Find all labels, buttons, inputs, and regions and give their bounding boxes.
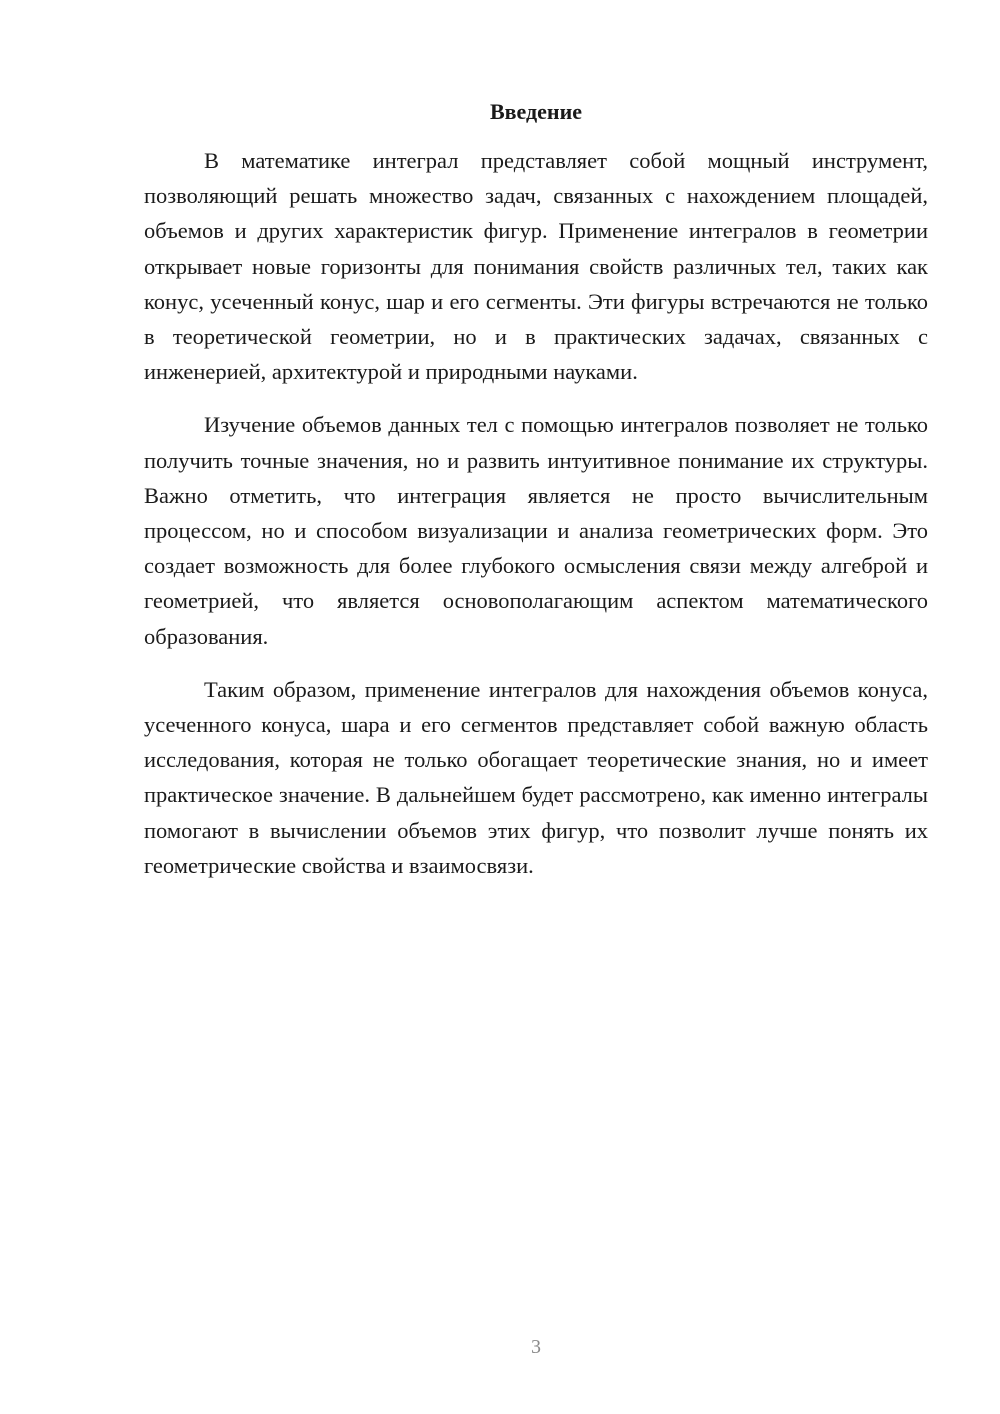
body-text xyxy=(144,143,928,883)
paragraph-2: Изучение объемов данных тел с помощью интегралов позволяет не только получить точные значения, но и развить интуитивное понимание их структуры. Важно отметить, что интеграция является не просто вычислительным процессом, но и способом визуализации и анализа геометрических форм. Это создает возможность для более глубокого осмысления связи между алгеброй и геометрией, что является основополагающим аспектом математического образования. xyxy=(144,412,928,649)
paragraph-3: Таким образом, применение интегралов для нахождения объемов конуса, усеченного конуса, шара и его сегментов представляет собой важную область исследования, которая не только обогащает теоретические знания, но и имеет практическое значение. В дальнейшем будет рассмотрено, как именно интегралы помогают в вычислении объемов этих фигур, что позволит лучше понять их геометрические свойства и взаимосвязи. xyxy=(144,676,928,878)
section-title: Введение xyxy=(489,99,583,124)
paragraph-1: В математике интеграл представляет собой мощный инструмент, позволяющий решать множество задач, связанных с нахождением площадей, объемов и других характеристик фигур. Применение интегралов в геометрии открывает новые горизонты для понимания свойств различных тел, таких как конус, усеченный конус, шар и его сегменты. Эти фигуры встречаются не только в теоретической геометрии, но и в практических задачах, связанных с инженерией, архитектурой и природными науками. xyxy=(144,148,928,385)
page-number: 3 xyxy=(531,1336,541,1358)
